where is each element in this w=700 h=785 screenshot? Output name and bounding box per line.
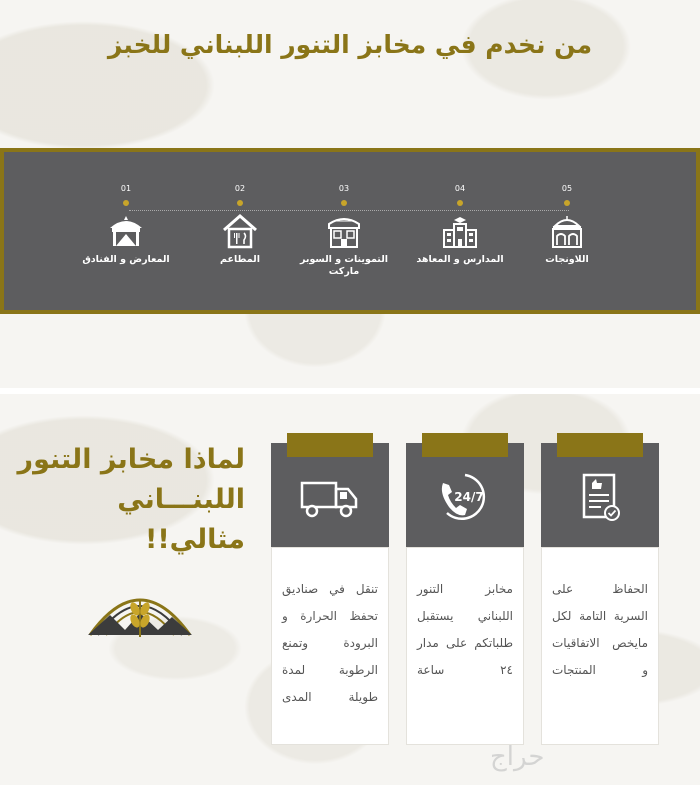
- category-schools: [400, 182, 520, 266]
- category-number: 03: [338, 184, 350, 193]
- timeline-dot: [457, 200, 463, 206]
- timeline-dot: [564, 200, 570, 206]
- card-tab: [287, 433, 373, 457]
- category-number: 05: [561, 184, 573, 193]
- category-label: اللاونجات: [545, 254, 589, 265]
- why-heading: [10, 440, 245, 560]
- category-restaurants: [180, 182, 300, 266]
- category-number: 02: [234, 184, 246, 193]
- category-exhibitions-hotels: [66, 182, 186, 266]
- timeline-dot: [237, 200, 243, 206]
- why-heading-line2: اللبنـــاني مثالي!!: [117, 484, 245, 555]
- category-label: المدارس و المعاهد: [416, 254, 504, 265]
- school-building-icon: [440, 212, 480, 252]
- card-header: [271, 443, 389, 547]
- category-number: 04: [454, 184, 466, 193]
- tent-pavilion-icon: [106, 212, 146, 252]
- page-title: من نخدم في مخابز التنور اللبناني للخبز: [107, 30, 593, 59]
- feature-card-delivery: [271, 443, 389, 745]
- bakery-emblem-icon: [80, 575, 200, 645]
- card-text: مخابز التنور اللبناني يستقبل طلباتكم على مدار ٢٤ ساعة: [417, 582, 513, 677]
- timeline-dot: [341, 200, 347, 206]
- categories-band: [0, 148, 700, 314]
- card-header: [406, 443, 524, 547]
- category-number: 01: [120, 184, 132, 193]
- feature-card-confidentiality: [541, 443, 659, 745]
- supermarket-icon: [324, 212, 364, 252]
- feature-card-24-7: [406, 443, 524, 745]
- timeline-dot: [123, 200, 129, 206]
- card-text: تنقل في صناديق تحفظ الحرارة و البرودة وتمنع الرطوبة لمدة طويلة المدى: [282, 582, 378, 704]
- category-lounges: [507, 182, 627, 266]
- card-text: الحفاظ على السرية التامة لكل مايخص الاتفاقيات و المنتجات: [552, 582, 648, 677]
- phone-24-7-icon: [435, 469, 495, 525]
- category-label: المعارض و الفنادق: [82, 254, 170, 265]
- why-heading-line1: لماذا مخابز التنور: [17, 444, 245, 475]
- card-tab: [422, 433, 508, 457]
- watermark: حراج: [490, 742, 545, 772]
- card-body: [541, 547, 659, 745]
- category-label: المطاعم: [220, 254, 260, 265]
- document-approval-icon: [570, 469, 630, 525]
- card-header: [541, 443, 659, 547]
- category-label: التموينات و السوبر ماركت: [299, 254, 389, 277]
- card-body: [406, 547, 524, 745]
- category-supermarkets: [284, 182, 404, 278]
- restaurant-house-icon: [220, 212, 260, 252]
- card-body: [271, 547, 389, 745]
- delivery-truck-icon: [300, 469, 360, 525]
- card-tab: [557, 433, 643, 457]
- icon-label-24-7: 24/7: [454, 490, 484, 504]
- lounge-icon: [547, 212, 587, 252]
